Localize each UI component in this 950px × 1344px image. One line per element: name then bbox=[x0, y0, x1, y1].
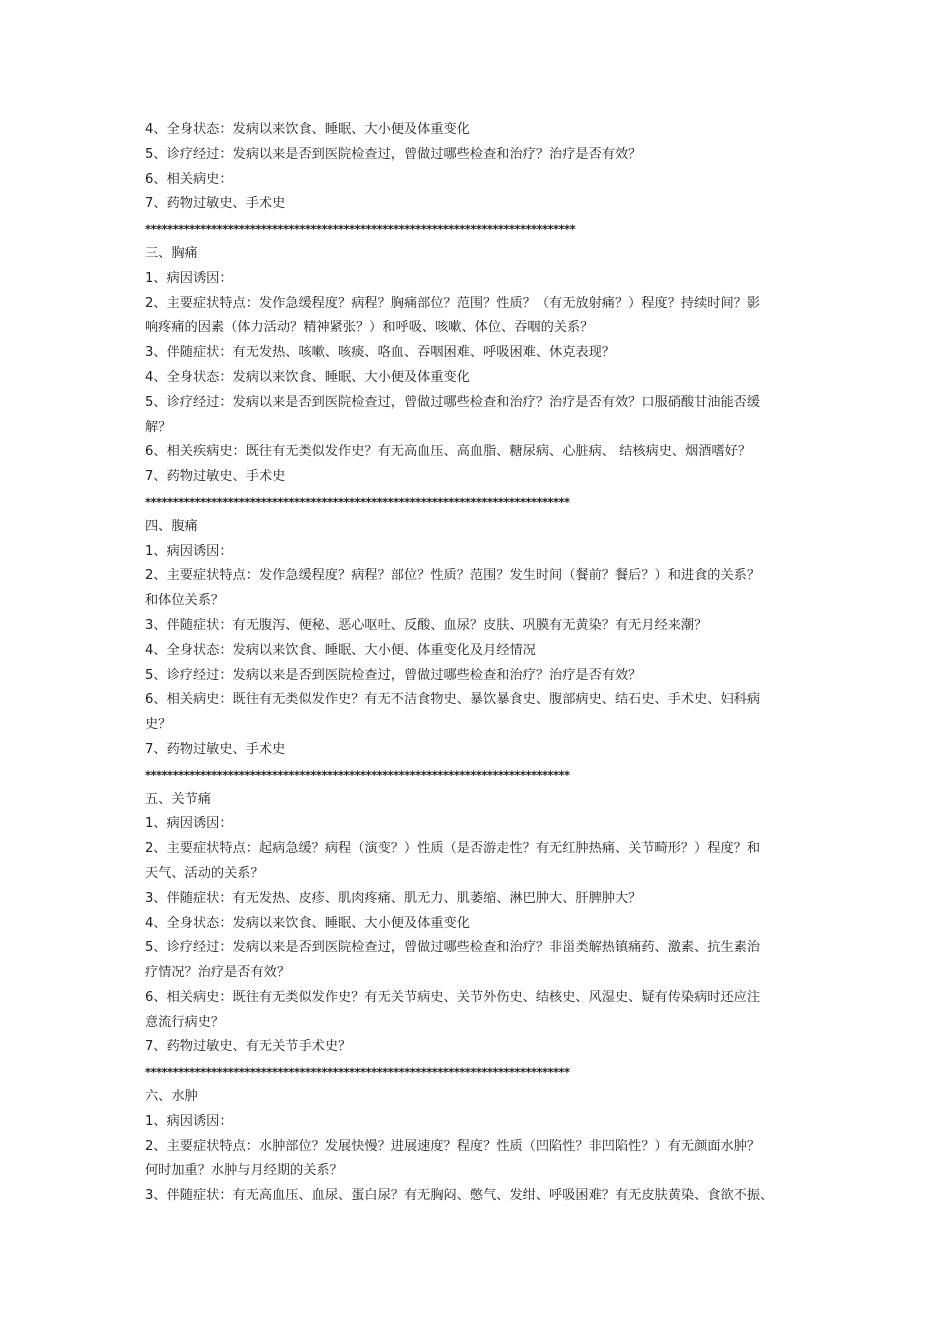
text-line: 天气、活动的关系？ bbox=[145, 865, 264, 881]
text-line: 3、伴随症状：有无腹泻、便秘、恶心呕吐、反酸、血尿？皮肤、巩膜有无黄染？有无月经来潮？ bbox=[145, 617, 708, 633]
text-line: 意流行病史？ bbox=[145, 1014, 225, 1030]
text-line: 3、伴随症状：有无发热、皮疹、肌肉疼痛、肌无力、肌萎缩、淋巴肿大、肝脾肿大？ bbox=[145, 890, 642, 906]
text-line: 和体位关系？ bbox=[145, 593, 225, 609]
separator-line: ***************************************************************************** bbox=[145, 494, 570, 509]
separator-line: ***************************************************************************** bbox=[145, 1065, 570, 1080]
text-line: 6、相关病史：既往有无类似发作史？有无关节病史、关节外伤史、结核史、风湿史、疑有传染病时还应注 bbox=[145, 989, 761, 1005]
text-line: 7、药物过敏史、手术史 bbox=[145, 469, 286, 485]
text-line: 2、主要症状特点：水肿部位？发展快慢？进展速度？程度？性质（凹陷性？非凹陷性？）有无颜面水肿？ bbox=[145, 1138, 761, 1154]
text-line: 2、主要症状特点：发作急缓程度？病程？胸痛部位？范围？性质？（有无放射痛？）程度？持续时间？影 bbox=[145, 295, 761, 311]
text-line: 6、相关病史：既往有无类似发作史？有无不洁食物史、暴饮暴食史、腹部病史、结石史、手术史、妇科病 bbox=[145, 692, 761, 708]
text-line: 2、主要症状特点：起病急缓？病程（演变？）性质（是否游走性？有无红肿热痛、关节畸形？）程度？和 bbox=[145, 841, 761, 857]
text-line: 解？ bbox=[145, 419, 172, 435]
text-line: 响疼痛的因素（体力活动？精神紧张？）和呼吸、咳嗽、体位、吞咽的关系？ bbox=[145, 320, 594, 336]
text-line: 4、全身状态：发病以来饮食、睡眠、大小便、体重变化及月经情况 bbox=[145, 642, 536, 658]
text-line: 7、药物过敏史、有无关节手术史？ bbox=[145, 1039, 352, 1055]
text-line: 1、病因诱因： bbox=[145, 816, 233, 832]
separator-line: ***************************************************************************** bbox=[145, 767, 570, 782]
text-line: 史？ bbox=[145, 717, 172, 733]
section-heading: 六、水肿 bbox=[145, 1089, 198, 1105]
text-line: 6、相关病史： bbox=[145, 171, 233, 187]
text-line: 7、药物过敏史、手术史 bbox=[145, 741, 286, 757]
text-line: 4、全身状态：发病以来饮食、睡眠、大小便及体重变化 bbox=[145, 915, 470, 931]
text-line: 5、诊疗经过：发病以来是否到医院检查过，曾做过哪些检查和治疗？治疗是否有效？口服硝酸甘油能否缓 bbox=[145, 394, 761, 410]
text-line: 3、伴随症状：有无高血压、血尿、蛋白尿？有无胸闷、憋气、发绀、呼吸困难？有无皮肤黄染、食欲不振、 bbox=[145, 1188, 774, 1204]
text-line: 5、诊疗经过：发病以来是否到医院检查过，曾做过哪些检查和治疗？治疗是否有效？ bbox=[145, 146, 642, 162]
text-line: 4、全身状态：发病以来饮食、睡眠、大小便及体重变化 bbox=[145, 369, 470, 385]
text-line: 疗情况？治疗是否有效？ bbox=[145, 965, 291, 981]
text-line: 7、药物过敏史、手术史 bbox=[145, 196, 286, 212]
text-line: 何时加重？水肿与月经期的关系？ bbox=[145, 1163, 343, 1179]
section-heading: 三、胸痛 bbox=[145, 245, 198, 261]
text-line: 5、诊疗经过：发病以来是否到医院检查过，曾做过哪些检查和治疗？非甾类解热镇痛药、激素、抗生素治 bbox=[145, 940, 761, 956]
document-page bbox=[145, 118, 815, 1209]
text-line: 3、伴随症状：有无发热、咳嗽、咳痰、咯血、吞咽困难、呼吸困难、休克表现？ bbox=[145, 345, 615, 361]
text-line: 5、诊疗经过：发病以来是否到医院检查过，曾做过哪些检查和治疗？治疗是否有效？ bbox=[145, 667, 642, 683]
section-heading: 五、关节痛 bbox=[145, 791, 211, 807]
text-line: 2、主要症状特点：发作急缓程度？病程？部位？性质？范围？发生时间（餐前？餐后？）和进食的关系？ bbox=[145, 568, 761, 584]
text-line: 4、全身状态：发病以来饮食、睡眠、大小便及体重变化 bbox=[145, 122, 470, 137]
section-heading: 四、腹痛 bbox=[145, 518, 198, 534]
separator-line: ****************************************************************************** bbox=[145, 222, 576, 237]
text-line: 1、病因诱因： bbox=[145, 270, 233, 286]
text-line: 1、病因诱因： bbox=[145, 543, 233, 559]
text-line: 1、病因诱因： bbox=[145, 1113, 233, 1129]
text-line: 6、相关疾病史：既往有无类似发作史？有无高血压、高血脂、糖尿病、心脏病、 结核病史、烟酒嗜好？ bbox=[145, 444, 752, 460]
